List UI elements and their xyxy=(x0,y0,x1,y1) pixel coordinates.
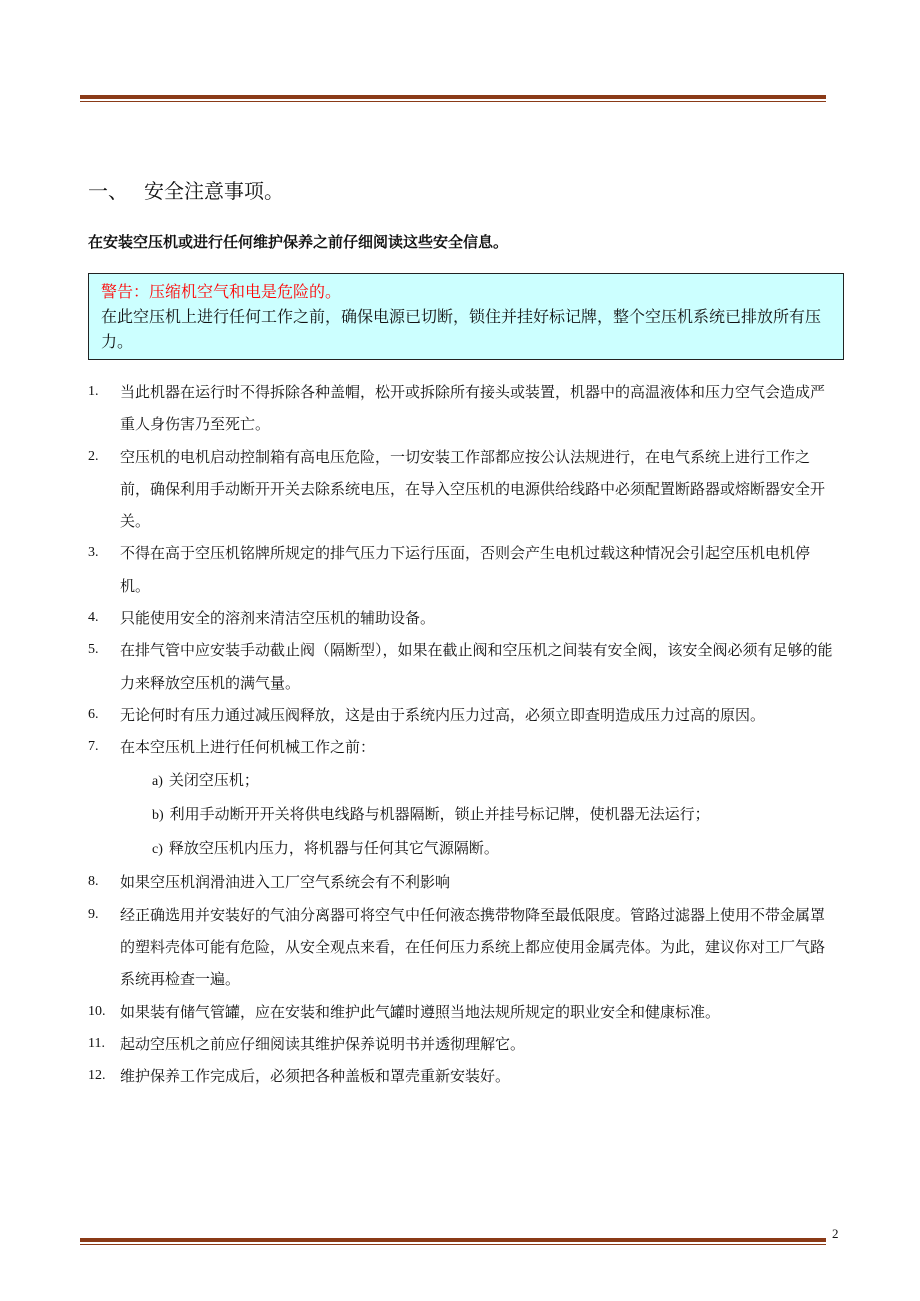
sub-item-text: 释放空压机内压力，将机器与任何其它气源隔断。 xyxy=(168,839,499,858)
list-item xyxy=(88,899,838,996)
sub-item xyxy=(120,798,838,832)
section-number: 一、 xyxy=(88,179,128,203)
list-item xyxy=(88,699,838,731)
item-number: 10. xyxy=(88,1003,106,1019)
item-number: 6. xyxy=(88,706,99,722)
item-text: 在本空压机上进行任何机械工作之前： xyxy=(120,738,376,757)
list-item xyxy=(88,537,838,602)
sub-item-marker: b) xyxy=(152,807,164,823)
page-number: 2 xyxy=(832,1226,839,1241)
sub-item-text: 关闭空压机； xyxy=(168,770,259,789)
item-number: 4. xyxy=(88,610,99,626)
section-title: 安全注意事项。 xyxy=(144,179,284,203)
item-number: 11. xyxy=(88,1035,105,1051)
sub-item-marker: c) xyxy=(152,842,163,858)
warning-box xyxy=(88,273,844,360)
list-item xyxy=(88,602,838,634)
item-text: 在排气管中应安装手动截止阀（隔断型），如果在截止阀和空压机之间装有安全阀，该安全阀必须有足够的能力来释放空压机的满气量。 xyxy=(120,641,833,692)
item-number: 1. xyxy=(88,384,99,399)
safety-list xyxy=(88,376,838,1093)
item-number: 3. xyxy=(88,545,99,561)
item-text: 当此机器在运行时不得拆除各种盖帽，松开或拆除所有接头或装置，机器中的高温液体和压力空气会造成严重人身伤害乃至死亡。 xyxy=(120,383,826,434)
list-item xyxy=(88,866,838,898)
footer-rule xyxy=(80,1238,826,1245)
item-text: 如果装有储气管罐，应在安装和维护此气罐时遵照当地法规所规定的职业安全和健康标准。 xyxy=(120,1002,721,1021)
item-text: 经正确选用并安装好的气油分离器可将空气中任何液态携带物降至最低限度。管路过滤器上使用不带金属罩的塑料壳体可能有危险，从安全观点来看，在任何压力系统上都应使用金属壳体。为此，建议你对工厂气路系统再检查一遍。 xyxy=(120,905,826,989)
item-text: 维护保养工作完成后，必须把各种盖板和罩壳重新安装好。 xyxy=(120,1067,511,1086)
sub-item-text: 利用手动断开开关将供电线路与机器隔断，锁止并挂号标记牌，使机器无法运行； xyxy=(169,804,710,823)
section-heading xyxy=(88,176,284,206)
list-item xyxy=(88,634,838,699)
item-number: 5. xyxy=(88,642,99,658)
warning-title: 警告：压缩机空气和电是危险的。 xyxy=(101,282,342,301)
sub-item-marker: a) xyxy=(152,773,163,789)
intro-text: 在安装空压机或进行任何维护保养之前仔细阅读这些安全信息。 xyxy=(88,233,509,251)
item-text: 如果空压机润滑油进入工厂空气系统会有不利影响 xyxy=(120,873,451,892)
sub-item xyxy=(120,764,838,798)
sub-item xyxy=(120,832,838,866)
item-number: 2. xyxy=(88,448,99,464)
warning-body: 在此空压机上进行任何工作之前，确保电源已切断，锁住并挂好标记牌，整个空压机系统已排放所有压力。 xyxy=(101,307,822,351)
list-item xyxy=(88,376,838,441)
item-text: 无论何时有压力通过减压阀释放，这是由于系统内压力过高，必须立即查明造成压力过高的原因。 xyxy=(120,705,766,724)
item-number: 12. xyxy=(88,1068,106,1084)
list-item xyxy=(88,731,838,866)
header-rule xyxy=(80,95,826,102)
list-item xyxy=(88,1028,838,1060)
item-text: 不得在高于空压机铭牌所规定的排气压力下运行压面，否则会产生电机过载这种情况会引起空压机电机停机。 xyxy=(120,544,811,595)
item-text: 只能使用安全的溶剂来清洁空压机的辅助设备。 xyxy=(120,609,436,628)
item-number: 8. xyxy=(88,874,99,890)
list-item xyxy=(88,996,838,1028)
item-number: 9. xyxy=(88,906,99,922)
item-number: 7. xyxy=(88,739,99,755)
item-text: 起动空压机之前应仔细阅读其维护保养说明书并透彻理解它。 xyxy=(120,1034,526,1053)
item-text: 空压机的电机启动控制箱有高电压危险，一切安装工作部都应按公认法规进行，在电气系统上进行工作之前，确保利用手动断开开关去除系统电压，在导入空压机的电源供给线路中必须配置断路器或熔断器安全开关。 xyxy=(120,447,826,531)
list-item xyxy=(88,441,838,538)
list-item xyxy=(88,1060,838,1092)
